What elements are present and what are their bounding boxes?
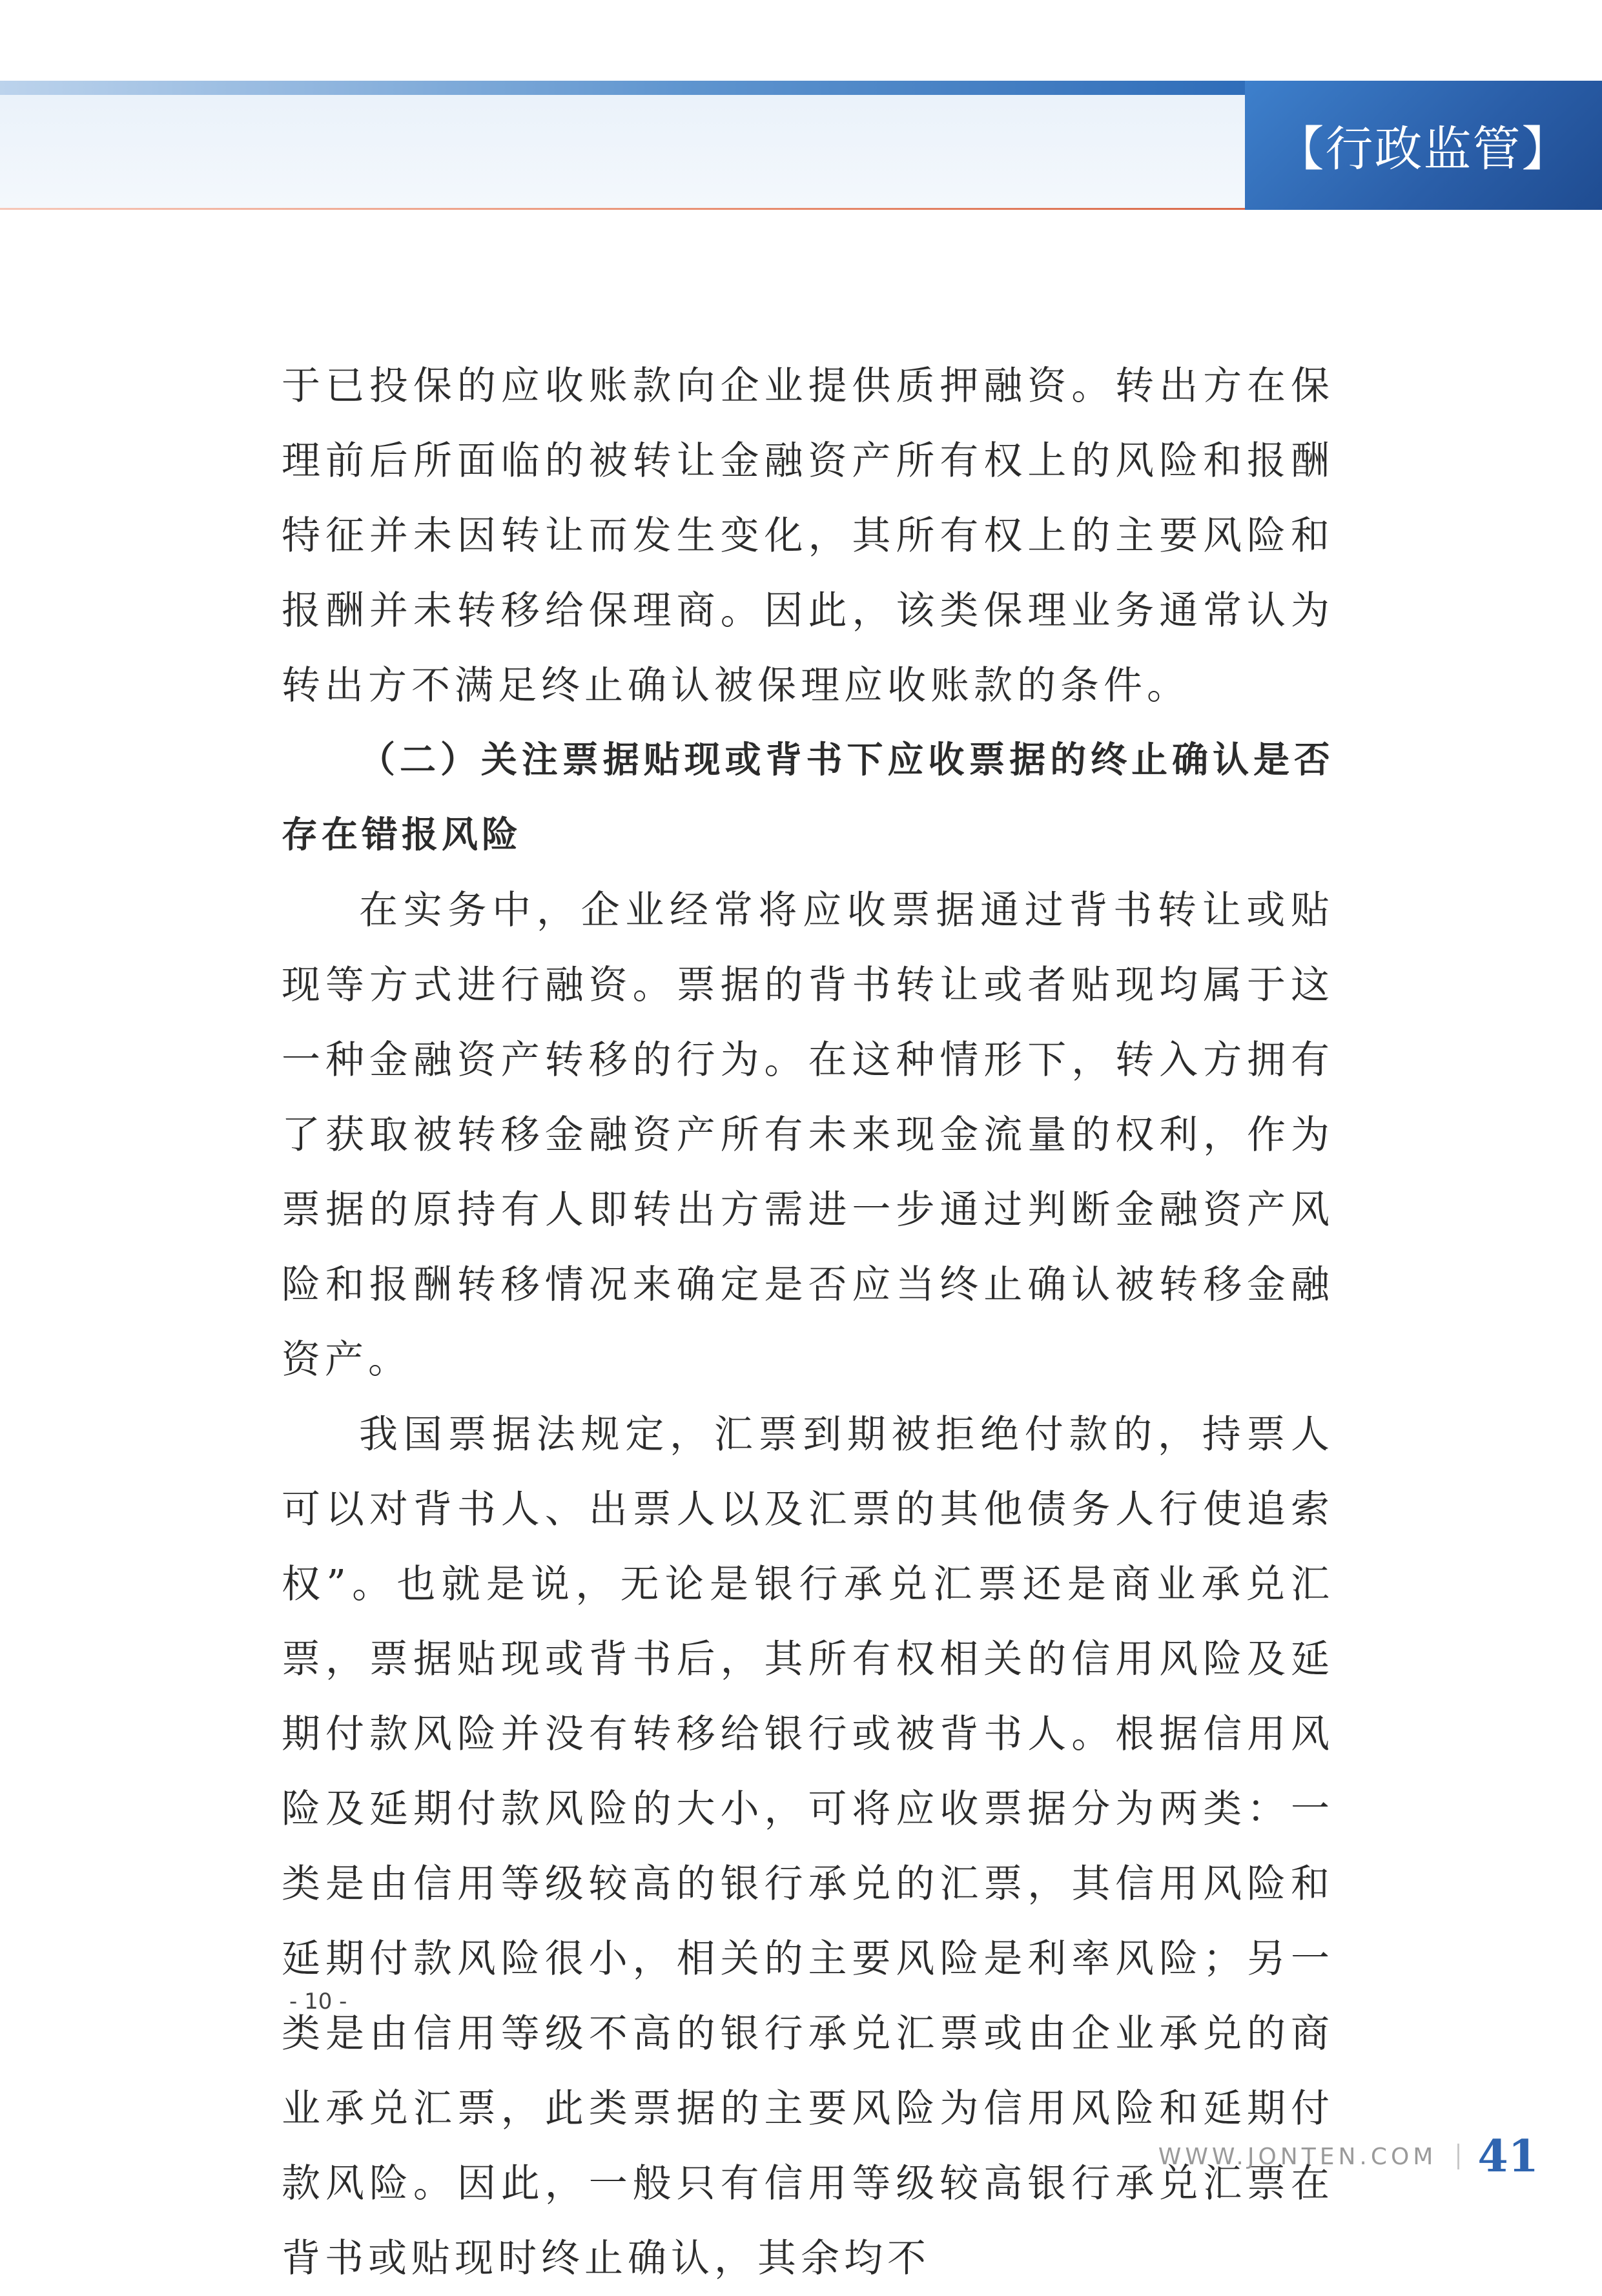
inner-page-number: - 10 - [289,1989,347,2014]
article-body [282,349,1334,2296]
section-tab [1245,81,1602,210]
paragraph: 我国票据法规定，汇票到期被拒绝付款的，持票人可以对背书人、出票人以及汇票的其他债务人行使追索权”。也就是说，无论是银行承兑汇票还是商业承兑汇票，票据贴现或背书后，其所有权相关的信用风险及延期付款风险并没有转移给银行或被背书人。根据信用风险及延期付款风险的大小，可将应收票据分为两类：一类是由信用等级较高的银行承兑的汇票，其信用风险和延期付款风险很小，相关的主要风险是利率风险；另一类是由信用等级不高的银行承兑汇票或由企业承兑的商业承兑汇票，此类票据的主要风险为信用风险和延期付款风险。因此，一般只有信用等级较高银行承兑汇票在背书或贴现时终止确认，其余均不 [282,1412,1334,2281]
page-number: 41 [1477,2131,1539,2182]
footer-divider [1457,2144,1459,2169]
website-link[interactable]: WWW.JONTEN.COM [1158,2143,1437,2170]
footer [1158,2131,1539,2182]
paragraph: 于已投保的应收账款向企业提供质押融资。转出方在保理前后所面临的被转让金融资产所有权上的风险和报酬特征并未因转让而发生变化，其所有权上的主要风险和报酬并未转移给保理商。因此，该类保理业务通常认为转出方不满足终止确认被保理应收账款的条件。 [282,364,1334,708]
section-tag-label: 【行政监管】 [1276,121,1571,177]
section-heading: （二）关注票据贴现或背书下应收票据的终止确认是否存在错报风险 [282,739,1334,856]
header-top-line [0,81,1245,95]
paragraph: 在实务中，企业经常将应收票据通过背书转让或贴现等方式进行融资。票据的背书转让或者贴现均属于这一种金融资产转移的行为。在这种情形下，转入方拥有了获取被转移金融资产所有未来现金流量的权利，作为票据的原持有人即转出方需进一步通过判断金融资产风险和报酬转移情况来确定是否应当终止确认被转移金融资产。 [282,888,1334,1382]
header-red-line [0,208,1245,210]
